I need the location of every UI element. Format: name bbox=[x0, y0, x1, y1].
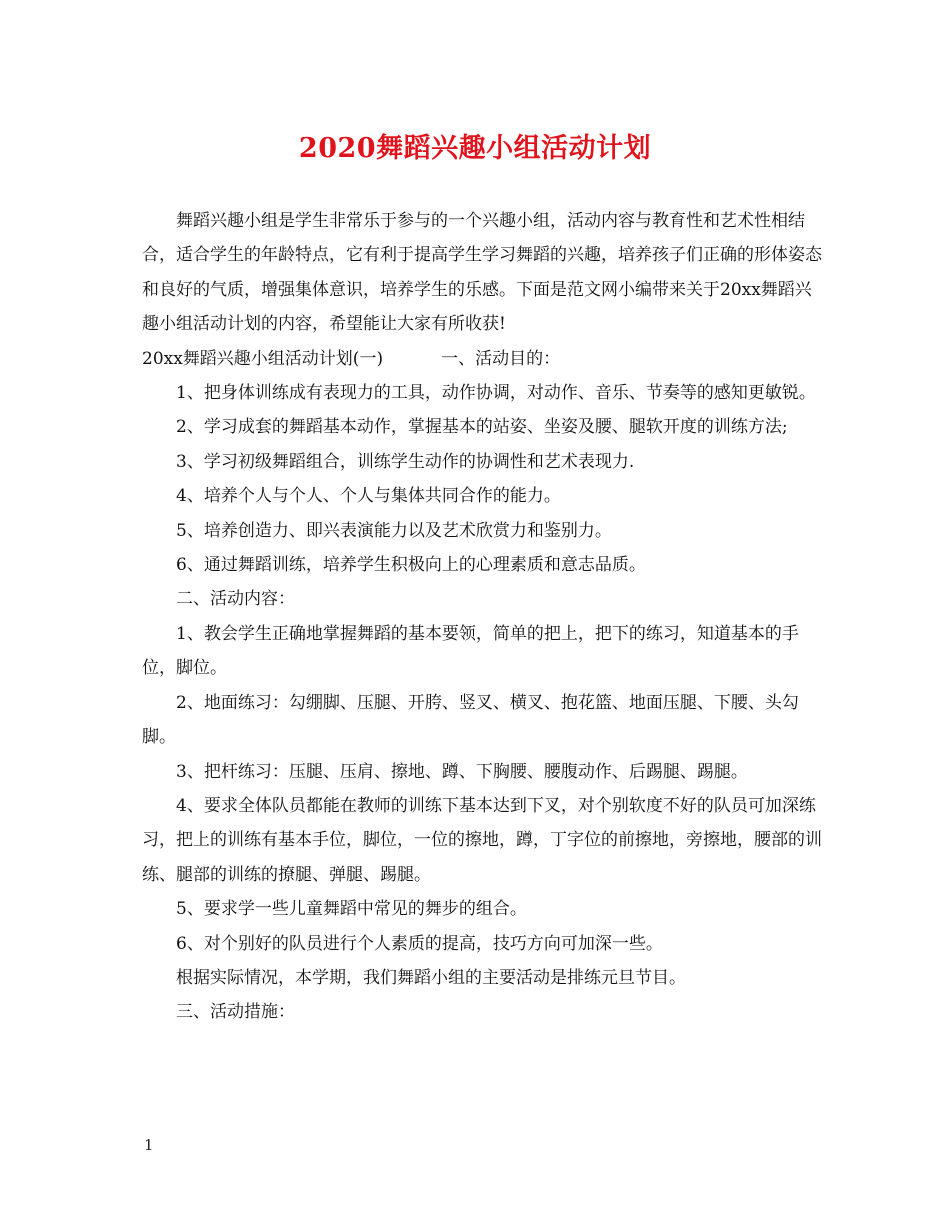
content-item: 5、要求学一些儿童舞蹈中常见的舞步的组合。 bbox=[176, 899, 527, 920]
content-item: 1、教会学生正确地掌握舞蹈的基本要领，简单的把上，把下的练习，知道基本的手位，脚位。 bbox=[142, 623, 799, 679]
content-item: 6、对个别好的队员进行个人素质的提高，技巧方向可加深一些。 bbox=[176, 933, 663, 954]
document-title: 2020舞蹈兴趣小组活动计划 bbox=[298, 133, 652, 164]
intro-paragraph: 舞蹈兴趣小组是学生非常乐于参与的一个兴趣小组，活动内容与教育性和艺术性相结合，适合学生的年龄特点，它有利于提高学生学习舞蹈的兴趣，培养孩子们正确的形体姿态和良好的气质，增强集体意识，培养学生的乐感。下面是范文网小编带来关于20xx舞蹈兴趣小组活动计划的内容，希望能让大家有所收获! bbox=[142, 211, 822, 335]
section2-heading: 二、活动内容： bbox=[176, 589, 295, 610]
content-item: 4、要求全体队员都能在教师的训练下基本达到下叉，对个别软度不好的队员可加深练习，把上的训练有基本手位，脚位，一位的擦地，蹲，丁字位的前擦地，旁擦地，腰部的训练、腿部的训练的撩腿、弹腿、踢腿。 bbox=[142, 795, 822, 885]
goal-item: 2、学习成套的舞蹈基本动作，掌握基本的站姿、坐姿及腰、腿软开度的训练方法; bbox=[176, 417, 788, 438]
page-number: 1 bbox=[144, 1136, 154, 1154]
document-body bbox=[142, 204, 822, 1030]
plan-heading: 20xx舞蹈兴趣小组活动计划(一) bbox=[142, 348, 384, 369]
content-item: 3、把杆练习：压腿、压肩、擦地、蹲、下胸腰、腰腹动作、后踢腿、踢腿。 bbox=[176, 761, 748, 782]
section3-heading: 三、活动措施： bbox=[176, 1002, 295, 1023]
section1-heading: 一、活动目的： bbox=[441, 348, 561, 369]
goal-item: 4、培养个人与个人、个人与集体共同合作的能力。 bbox=[176, 486, 561, 507]
goal-item: 3、学习初级舞蹈组合，训练学生动作的协调性和艺术表现力. bbox=[176, 451, 635, 472]
content-item: 2、地面练习：勾绷脚、压腿、开胯、竖叉、横叉、抱花篮、地面压腿、下腰、头勾脚。 bbox=[142, 692, 799, 748]
goal-item: 1、把身体训练成有表现力的工具，动作协调，对动作、音乐、节奏等的感知更敏锐。 bbox=[176, 383, 816, 404]
goal-item: 5、培养创造力、即兴表演能力以及艺术欣赏力和鉴别力。 bbox=[176, 520, 612, 541]
plan-heading-line bbox=[142, 342, 822, 376]
content-item: 根据实际情况，本学期，我们舞蹈小组的主要活动是排练元旦节目。 bbox=[176, 967, 686, 988]
goal-item: 6、通过舞蹈训练，培养学生积极向上的心理素质和意志品质。 bbox=[176, 555, 646, 576]
